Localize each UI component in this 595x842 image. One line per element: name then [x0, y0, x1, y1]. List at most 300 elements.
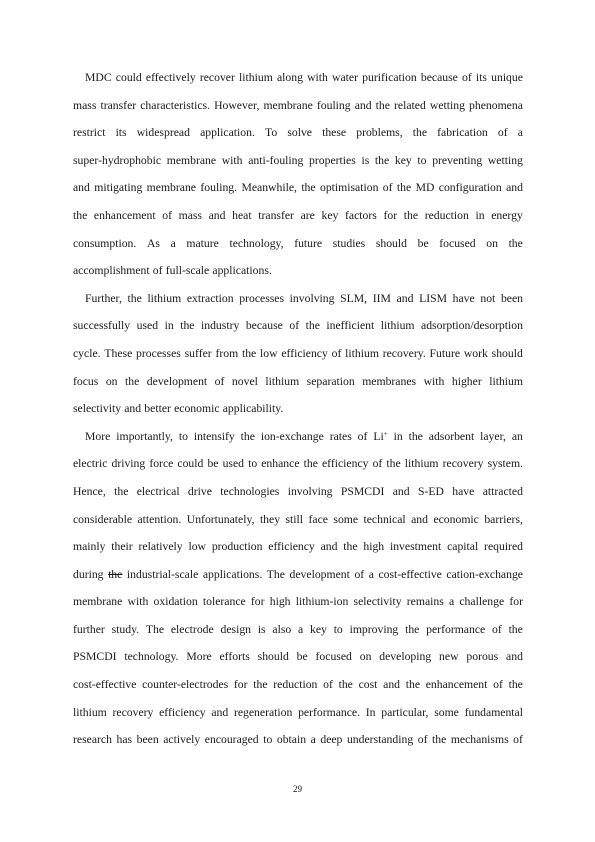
word: studies	[332, 236, 366, 250]
word: research	[73, 733, 112, 747]
word: efficiency	[281, 346, 328, 360]
word: enhance	[261, 457, 300, 471]
word: they	[259, 512, 281, 526]
word: the	[405, 622, 420, 636]
word: to	[248, 457, 258, 471]
word: More	[85, 429, 111, 443]
word: used	[136, 319, 159, 333]
page-number: 29	[293, 784, 302, 794]
word: intensify	[193, 429, 235, 443]
word: related	[394, 98, 426, 112]
word: The	[145, 622, 165, 636]
word: not	[480, 291, 496, 305]
word: characteristics.	[140, 98, 210, 112]
word: force	[149, 457, 174, 471]
word: better	[144, 402, 171, 416]
text-line	[73, 262, 523, 290]
word: because	[420, 71, 458, 84]
word: the	[127, 291, 142, 305]
word: for	[250, 595, 265, 609]
word: Future	[429, 346, 461, 360]
word: have	[452, 484, 475, 498]
word: recovery	[112, 705, 154, 719]
word: cost-effective	[378, 567, 442, 581]
word: have	[452, 291, 475, 305]
word: with	[127, 595, 149, 609]
word: efficiency	[321, 457, 369, 471]
word: in	[164, 319, 174, 333]
word: technical	[363, 512, 406, 526]
word: required	[484, 540, 523, 554]
word: adsorption/desorption	[421, 319, 523, 333]
word: of	[492, 622, 502, 636]
word: economic	[174, 402, 220, 416]
text-line	[73, 731, 523, 759]
word: to	[178, 429, 188, 443]
word: recovery.	[382, 346, 426, 360]
word: electric	[73, 457, 108, 471]
text-line	[73, 207, 523, 235]
word: As	[146, 236, 160, 250]
word: membranes	[362, 374, 417, 388]
word: and	[392, 484, 410, 498]
word: of	[354, 567, 365, 581]
word: key	[394, 153, 412, 167]
word: a	[310, 733, 316, 747]
word: successfully	[73, 319, 131, 333]
word: lithium	[239, 71, 273, 84]
word: efficiency	[159, 705, 206, 719]
word: phenomena	[469, 98, 523, 112]
word: with	[221, 153, 243, 167]
word: key	[310, 622, 327, 636]
word: cost-effective	[73, 678, 137, 692]
word: with	[307, 71, 328, 84]
word: and	[354, 98, 372, 112]
text-line	[73, 290, 523, 318]
word: S-ED	[417, 484, 444, 498]
word: and	[506, 181, 523, 195]
word: developing	[379, 650, 432, 664]
word: industrial-scale	[126, 567, 199, 581]
body-text	[73, 69, 523, 759]
word: future	[294, 236, 323, 250]
word: be	[417, 236, 429, 250]
word: some	[333, 512, 359, 526]
word: efficiency	[268, 540, 315, 554]
word: mainly	[73, 540, 106, 554]
word: the	[508, 678, 523, 692]
word: a	[368, 567, 374, 581]
word: These	[104, 346, 133, 360]
word: membrane	[166, 153, 217, 167]
word: membrane	[146, 181, 196, 195]
word: selectivity	[73, 402, 122, 416]
word: Hence,	[73, 484, 106, 498]
word: deep	[320, 733, 343, 747]
word: extraction	[186, 291, 234, 305]
word: effectively	[145, 71, 196, 84]
word: for	[509, 595, 523, 609]
word: focused	[439, 236, 476, 250]
word: of	[462, 71, 472, 84]
word: because	[245, 319, 283, 333]
word: are	[300, 208, 315, 222]
word: to	[333, 622, 343, 636]
word: lithium	[73, 705, 107, 719]
word: low	[188, 540, 206, 554]
word: high	[363, 540, 385, 554]
word: porous	[466, 650, 499, 664]
word: anti-fouling	[248, 153, 304, 167]
word: its	[475, 71, 487, 84]
word: solve	[287, 126, 312, 140]
word: these	[322, 126, 347, 140]
word: cycle.	[73, 346, 101, 360]
word: enhancement	[425, 678, 488, 692]
word: unique	[491, 71, 523, 84]
word: applicability.	[222, 402, 284, 416]
word: a	[517, 126, 523, 140]
word: an	[511, 429, 523, 443]
word: lithium	[345, 346, 379, 360]
word: the	[343, 540, 358, 554]
text-line	[73, 69, 523, 97]
text-line	[73, 648, 523, 676]
word: and	[73, 181, 90, 195]
word: problems,	[356, 126, 403, 140]
word: in	[393, 429, 403, 443]
word: on	[486, 236, 498, 250]
text-line	[73, 538, 523, 566]
word: should	[491, 346, 523, 360]
word: work	[463, 346, 488, 360]
word: of	[382, 181, 393, 195]
word: lithium	[489, 374, 523, 388]
word: mass	[73, 98, 97, 112]
word: is	[257, 622, 266, 636]
text-line	[73, 124, 523, 152]
word: selectivity	[353, 595, 402, 609]
word: mitigating	[94, 181, 143, 195]
word: focused	[315, 650, 352, 664]
word: on	[359, 650, 372, 664]
word: to	[417, 153, 427, 167]
word: importantly,	[116, 429, 173, 443]
word: the	[408, 429, 423, 443]
word: relatively	[138, 540, 183, 554]
word: for	[233, 678, 248, 692]
word: SLM,	[340, 291, 368, 305]
word: and	[383, 678, 401, 692]
word: obtain	[276, 733, 307, 747]
word: oxidation	[153, 595, 198, 609]
word: membrane	[73, 595, 123, 609]
word: system.	[487, 457, 523, 471]
word: study.	[111, 622, 140, 636]
word: and	[208, 208, 226, 222]
word: fundamental	[464, 705, 523, 719]
word: face	[308, 512, 328, 526]
word: accomplishment	[73, 264, 150, 278]
word: along	[276, 71, 303, 84]
word: the	[241, 346, 257, 360]
word: technologies	[220, 484, 280, 498]
superscript-plus: +	[383, 429, 388, 438]
word: been	[136, 733, 159, 747]
word: fouling.	[200, 181, 238, 195]
word: for	[383, 208, 398, 222]
word: be	[296, 650, 308, 664]
word: rates	[329, 429, 352, 443]
word: some	[434, 705, 459, 719]
word: drive	[187, 484, 212, 498]
word: Meanwhile,	[241, 181, 297, 195]
word: the	[301, 181, 316, 195]
word: driving	[111, 457, 146, 471]
word: been	[500, 291, 523, 305]
word: ion-exchange	[260, 429, 324, 443]
word: the	[180, 319, 195, 333]
word: has	[116, 733, 133, 747]
word: PSMCDI	[340, 484, 385, 498]
word: More	[186, 650, 212, 664]
word: and	[320, 540, 338, 554]
word: lithium	[265, 374, 300, 388]
word: particular,	[381, 705, 429, 719]
text-line	[73, 455, 523, 483]
paragraph	[73, 290, 523, 428]
text-line	[73, 428, 523, 456]
word: cost	[358, 678, 378, 692]
word: reduction	[273, 678, 318, 692]
word: fabrication	[437, 126, 488, 140]
word: factors	[345, 208, 377, 222]
word: electrode	[170, 622, 214, 636]
word: economic	[433, 512, 479, 526]
word: of	[497, 126, 508, 140]
word: higher	[451, 374, 482, 388]
word: suffer	[184, 346, 212, 360]
word: consumption.	[73, 236, 137, 250]
word: its	[115, 126, 127, 140]
text-line	[73, 566, 523, 594]
text-line	[73, 483, 523, 511]
word: used	[222, 457, 244, 471]
word: mass	[178, 208, 202, 222]
word: lithium-ion	[295, 595, 349, 609]
word: investment	[389, 540, 442, 554]
word: improving	[349, 622, 399, 636]
word: capital	[447, 540, 479, 554]
word: technology,	[229, 236, 284, 250]
word: of	[323, 678, 333, 692]
word: in	[475, 208, 485, 222]
word: development	[146, 374, 208, 388]
word: recovery	[442, 457, 484, 471]
word: enhancement	[93, 208, 156, 222]
word: should	[375, 236, 407, 250]
word: membrane	[263, 98, 313, 112]
word: to	[263, 733, 273, 747]
word: the	[338, 678, 353, 692]
word: purification	[362, 71, 417, 84]
text-line	[73, 97, 523, 125]
word: design	[220, 622, 252, 636]
word: the	[403, 208, 419, 222]
word: the	[303, 457, 318, 471]
word: lithium	[380, 319, 415, 333]
word: widespread	[136, 126, 190, 140]
word: IIM	[372, 291, 391, 305]
word: preventing	[432, 153, 483, 167]
word: application.	[200, 126, 255, 140]
word: the	[114, 484, 129, 498]
word: the	[240, 429, 255, 443]
text-line	[73, 179, 523, 207]
word: transfer	[258, 208, 294, 222]
word: performance	[426, 622, 486, 636]
word: and	[396, 291, 414, 305]
word: technology.	[124, 650, 179, 664]
word: wetting	[487, 153, 523, 167]
word: the	[405, 678, 421, 692]
word: Unfortunately,	[186, 512, 255, 526]
text-line	[73, 621, 523, 649]
word: industry	[201, 319, 240, 333]
word: and	[411, 512, 428, 526]
word: mechanisms	[450, 733, 509, 747]
word: production	[211, 540, 263, 554]
text-line	[73, 400, 523, 428]
word: involving	[289, 291, 335, 305]
word: and	[211, 705, 229, 719]
paragraph	[73, 428, 523, 759]
word: of	[152, 264, 163, 278]
word: The	[266, 567, 285, 581]
word: MD	[415, 181, 435, 195]
word: new	[439, 650, 459, 664]
word: their	[111, 540, 133, 554]
word: of	[162, 208, 172, 222]
word: of	[357, 429, 368, 443]
word: the	[108, 567, 123, 581]
word: the	[432, 733, 447, 747]
word: LISM	[419, 291, 448, 305]
word: mature	[186, 236, 219, 250]
word: efforts	[219, 650, 250, 664]
text-line	[73, 676, 523, 704]
word: performance.	[298, 705, 361, 719]
word: of	[289, 319, 300, 333]
word: low	[260, 346, 278, 360]
word: the	[508, 622, 523, 636]
word: full-scale	[165, 264, 210, 278]
word: challenge	[459, 595, 505, 609]
word: from	[215, 346, 239, 360]
word: transfer	[100, 98, 137, 112]
word: electrical	[136, 484, 180, 498]
word: development	[289, 567, 350, 581]
word: on	[105, 374, 118, 388]
word: could	[177, 457, 204, 471]
word: adsorbent	[428, 429, 475, 443]
word: restrict	[73, 126, 106, 140]
word: the	[73, 208, 88, 222]
text-line	[73, 235, 523, 263]
word: attracted	[482, 484, 523, 498]
word: barriers,	[484, 512, 523, 526]
word: actively	[163, 733, 201, 747]
text-line	[73, 345, 523, 373]
word: In	[365, 705, 376, 719]
word: cation-exchange	[446, 567, 523, 581]
word: attention.	[137, 512, 182, 526]
word: super-hydrophobic	[73, 153, 162, 167]
word: should	[257, 650, 289, 664]
word: be	[207, 457, 219, 471]
word: is	[361, 153, 370, 167]
word: and	[506, 650, 523, 664]
word: lithium	[404, 457, 439, 471]
word: heat	[232, 208, 252, 222]
word: and	[124, 402, 142, 416]
word: configuration	[438, 181, 502, 195]
paragraph	[73, 69, 523, 290]
word: tolerance	[202, 595, 246, 609]
word: of	[417, 733, 428, 747]
word: novel	[231, 374, 258, 388]
word: a	[298, 622, 304, 636]
text-line	[73, 593, 523, 621]
word: understanding	[346, 733, 414, 747]
word: also	[272, 622, 292, 636]
word: lithium	[147, 291, 182, 305]
word: counter-electrodes	[142, 678, 229, 692]
text-line	[73, 317, 523, 345]
word: regeneration	[233, 705, 293, 719]
word: considerable	[73, 512, 133, 526]
word: separation	[306, 374, 355, 388]
word: MDC	[85, 71, 112, 84]
word: a	[170, 236, 176, 250]
word: the	[253, 678, 268, 692]
word: the	[396, 181, 412, 195]
word: of	[331, 346, 342, 360]
word: PSMCDI	[73, 650, 117, 664]
word: processes	[239, 291, 285, 305]
word: layer,	[480, 429, 506, 443]
word: the	[412, 126, 428, 140]
text-line	[73, 373, 523, 401]
word: properties	[309, 153, 356, 167]
word: key	[321, 208, 339, 222]
word: reduction	[424, 208, 469, 222]
word: involving	[287, 484, 333, 498]
word: processes	[136, 346, 181, 360]
word: remains	[406, 595, 444, 609]
word: a	[448, 595, 455, 609]
word: during	[73, 567, 104, 581]
word: Further,	[85, 291, 122, 305]
word: energy	[491, 208, 523, 222]
word: wetting	[429, 98, 465, 112]
word: of	[513, 733, 523, 747]
word: could	[115, 71, 142, 84]
word: the	[374, 153, 390, 167]
word: of	[493, 678, 503, 692]
word: focus	[73, 374, 99, 388]
